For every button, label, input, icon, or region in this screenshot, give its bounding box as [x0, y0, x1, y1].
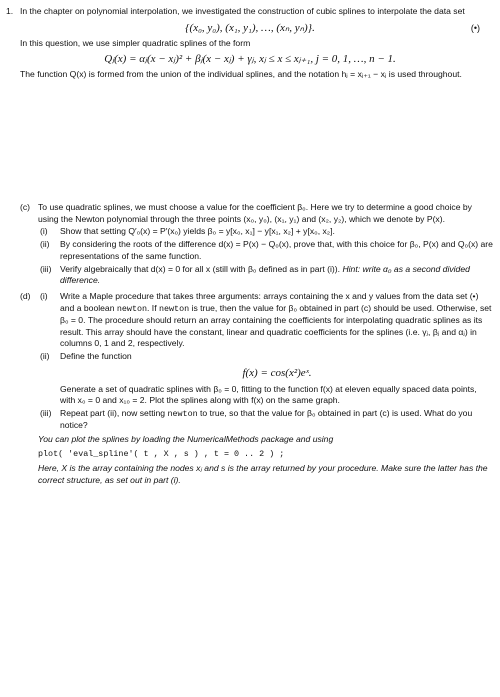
problem-intro: In the chapter on polynomial interpolation, we investigated the construction of cubic splines to interpolate the data set — [20, 6, 465, 16]
part-d-label: (d) — [20, 290, 31, 301]
part-c-i-text: Show that setting Q′₀(x) = P′(x₀) yields β₀ = y[x₀, x₁] − y[x₁, x₂] + y[x₀, x₂]. — [60, 226, 335, 237]
part-c-iii-label: (iii) — [40, 263, 52, 274]
plot-code: plot( 'eval_spline'( t , X , s ) , t = 0 .. 2 ) ; — [38, 448, 285, 459]
blank-space — [6, 81, 494, 199]
part-d-iii-label: (iii) — [40, 408, 52, 419]
part-c-i — [38, 226, 494, 238]
newton-keyword-3: newton — [167, 409, 198, 420]
part-c-iii-hint: Hint: write α₀ as a second divided difference. — [60, 263, 470, 286]
spline-form-equation — [6, 49, 494, 69]
union-notation: The function Q(x) is formed from the union of the individual splines, and the notation hⱼ = xⱼ₊₁ − xⱼ is used throughout. — [20, 69, 462, 80]
part-d-ii-label: (ii) — [40, 351, 50, 362]
part-d-i-text — [60, 291, 494, 350]
part-c-i-label: (i) — [40, 226, 48, 237]
part-d-iii-text-2: to true, so that the value for β₀ obtained in part (c) is used. What do you notice? — [60, 408, 473, 431]
part-d-ii — [38, 351, 494, 407]
part-d-ii-text-2: Generate a set of quadratic splines with β₀ = 0, fitting to the function f(x) at eleven equally spaced data points, with x₀ = 0 and x₁₀ = 2. Plot the splines along with f(x) on the same graph. — [60, 383, 477, 406]
quadratic-spline-intro: In this question, we use simpler quadratic splines of the form — [20, 37, 251, 48]
part-c-iii-body: Verify algebraically that d(x) = 0 for all x (still with β₀ defined as in part (i)). — [60, 263, 341, 274]
part-d-ii-text: Define the function — [60, 351, 132, 362]
part-d-iii — [38, 408, 494, 432]
newton-keyword-2: newton — [158, 303, 190, 314]
part-d-i-text-2: . If — [147, 302, 157, 313]
part-d-iii-text — [60, 408, 494, 432]
part-c-ii-label: (ii) — [40, 239, 50, 250]
data-set-equation — [6, 18, 494, 38]
spline-form: Qⱼ(x) = αⱼ(x − xⱼ)² + βⱼ(x − xⱼ) + γⱼ, xⱼ ≤ x ≤ xⱼ₊₁, j = 0, 1, …, n − 1. — [104, 53, 396, 66]
newton-keyword: newton — [116, 303, 148, 314]
part-d-i — [38, 291, 494, 350]
part-d-i-label: (i) — [40, 290, 48, 301]
data-set: {(x₀, y₀), (x₁, y₁), …, (xₙ, yₙ)}. — [185, 21, 315, 34]
part-c-label: (c) — [20, 202, 31, 213]
data-set-tag: (•) — [470, 22, 480, 33]
part-c-ii-text: By considering the roots of the difference d(x) = P(x) − Q₀(x), prove that, with this choice for β₀, P(x) and Q₀(x) are representations of the same function. — [60, 239, 493, 261]
part-c-ii — [38, 239, 494, 262]
part-d — [6, 291, 494, 487]
problem-number: 1. — [6, 6, 14, 16]
problem-1 — [6, 6, 494, 18]
plot-note: You can plot the splines by loading the NumericalMethods package and using — [38, 434, 334, 445]
part-c-text: To use quadratic splines, we must choose a value for the coefficient β₀. Here we try to determine a good choice by using the Newton polynomial through the three points (x₀, y₀), (x₁, y₁) and (x₂, y₂), which we denote by P(x). — [38, 202, 472, 224]
part-c-iii — [38, 264, 494, 287]
part-d-i-text-1: Write a Maple procedure that takes three arguments: arrays containing the x and y values from the data set (•) and a boolean — [60, 290, 479, 313]
problem-sheet — [6, 6, 494, 487]
part-c-iii-text — [60, 264, 494, 287]
part-c — [6, 202, 494, 287]
part-d-iii-text-1: Repeat part (ii), now setting — [60, 408, 166, 419]
final-note: Here, X is the array containing the nodes xⱼ and s is the array returned by your procedure. Make sure the latter has the correct structure, as set out in part (i). — [38, 463, 488, 485]
function-definition: f(x) = cos(x²)eˣ. — [242, 366, 312, 379]
part-d-i-text-3: is true, then the value for β₀ obtained in part (c) should be used. Otherwise, set β₀ = 0. The procedure should return an array containing the coefficients for interpolating quadratic splines as its result. This array should have the constant, linear and quadratic coefficients for the splines (i.e. γⱼ, βⱼ and αⱼ) in columns 0, 1 and 2, respectively. — [60, 302, 492, 349]
